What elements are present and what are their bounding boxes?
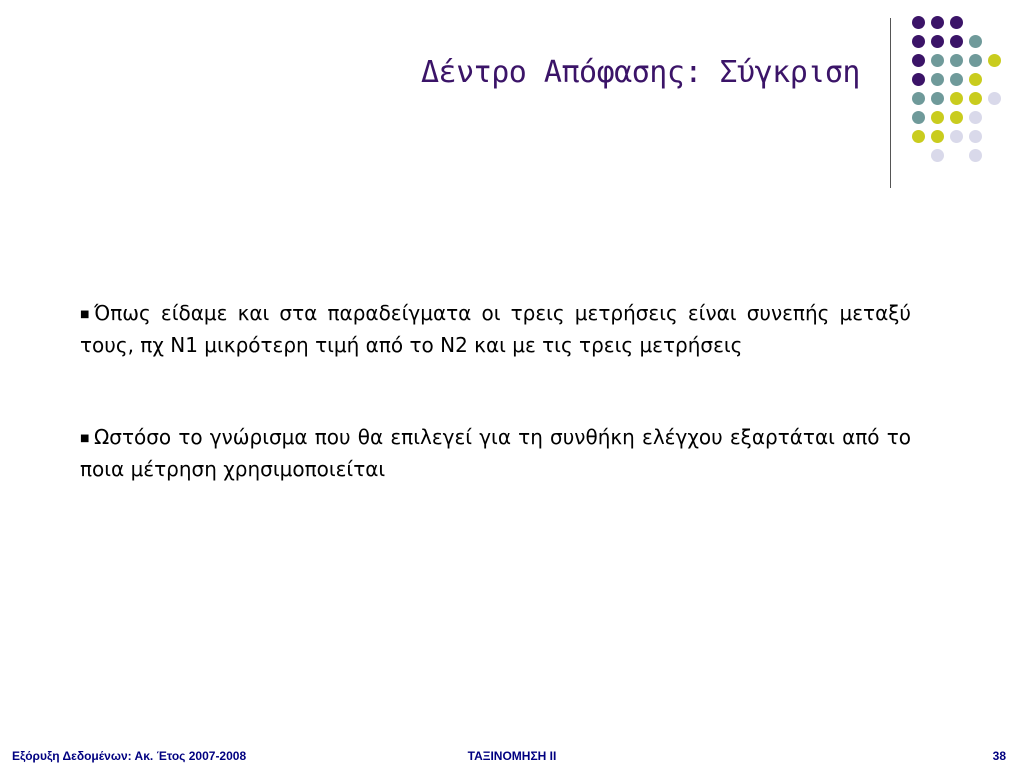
- decor-dot: [912, 54, 925, 67]
- decor-dot: [931, 16, 944, 29]
- footer-course: Εξόρυξη Δεδομένων: Ακ. Έτος 2007-2008: [12, 749, 247, 763]
- decor-dot: [912, 92, 925, 105]
- decor-dot: [931, 130, 944, 143]
- decor-dot: [931, 54, 944, 67]
- bullet-square-icon: ■: [80, 433, 90, 444]
- footer-topic: ΤΑΞΙΝΟΜΗΣΗ ΙΙ: [467, 749, 557, 763]
- decor-dot: [950, 16, 963, 29]
- decor-dot: [950, 130, 963, 143]
- decor-dot: [950, 73, 963, 86]
- bullet-text: Ωστόσο το γνώρισμα που θα επιλεγεί για τη συνθήκη ελέγχου εξαρτάται από το ποια μέτρηση χρησιμοποιείται: [80, 425, 911, 481]
- decor-dot: [950, 92, 963, 105]
- decor-dot: [931, 111, 944, 124]
- bullet-item: [80, 298, 911, 360]
- decor-dot: [988, 92, 1001, 105]
- decor-dot: [969, 149, 982, 162]
- decor-dot: [912, 111, 925, 124]
- bullet-item: [80, 422, 911, 484]
- decor-dot: [912, 35, 925, 48]
- decorative-dot-grid: [0, 0, 1024, 200]
- decor-dot: [950, 35, 963, 48]
- decor-dot: [950, 54, 963, 67]
- decor-dot: [912, 16, 925, 29]
- decor-dot: [969, 130, 982, 143]
- decor-dot: [912, 73, 925, 86]
- page-number: 38: [992, 749, 1006, 763]
- decor-dot: [969, 92, 982, 105]
- decor-dot: [969, 73, 982, 86]
- bullet-text: Όπως είδαμε και στα παραδείγματα οι τρεις μετρήσεις είναι συνεπής μεταξύ τους, πχ Ν1 μικρότερη τιμή από το Ν2 και με τις τρεις μετρήσεις: [80, 301, 911, 357]
- decor-dot: [969, 35, 982, 48]
- title-divider: [890, 18, 891, 188]
- decor-dot: [912, 130, 925, 143]
- decor-dot: [988, 54, 1001, 67]
- decor-dot: [931, 35, 944, 48]
- decor-dot: [931, 92, 944, 105]
- decor-dot: [969, 111, 982, 124]
- decor-dot: [931, 149, 944, 162]
- decor-dot: [950, 111, 963, 124]
- decor-dot: [969, 54, 982, 67]
- bullet-square-icon: ■: [80, 309, 90, 320]
- slide-title: Δέντρο Απόφασης: Σύγκριση: [420, 55, 860, 90]
- decor-dot: [931, 73, 944, 86]
